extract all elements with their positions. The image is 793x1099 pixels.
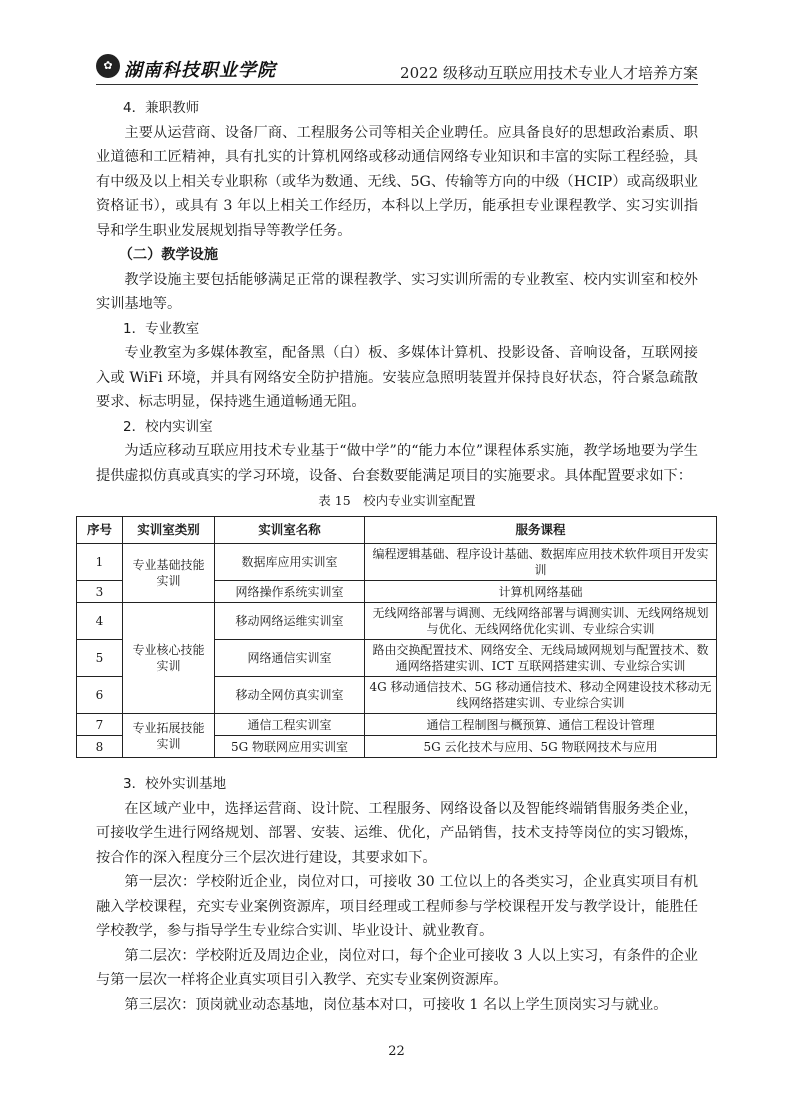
header-cell-category: 实训室类别 xyxy=(123,517,215,544)
cell-lab-name: 网络通信实训室 xyxy=(215,640,365,677)
table-row xyxy=(77,714,717,736)
cell-category: 专业核心技能实训 xyxy=(123,603,215,714)
cell-courses: 路由交换配置技术、网络安全、无线局域网规划与配置技术、数通网络搭建实训、ICT 互联网搭建实训、专业综合实训 xyxy=(365,640,717,677)
table-row xyxy=(77,603,717,640)
cell-courses: 5G 云化技术与应用、5G 物联网技术与应用 xyxy=(365,736,717,758)
heading-classroom: 1．专业教室 xyxy=(123,320,200,337)
cell-no: 3 xyxy=(77,581,123,603)
cell-lab-name: 数据库应用实训室 xyxy=(215,544,365,581)
cell-no: 8 xyxy=(77,736,123,758)
table-header-row xyxy=(77,517,717,544)
cell-courses: 通信工程制图与概预算、通信工程设计管理 xyxy=(365,714,717,736)
paragraph-level-two: 第二层次：学校附近及周边企业，岗位对口，每个企业可接收 3 人以上实习，有条件的企业与第一层次一样将企业真实项目引入教学、充实专业案例资源库。 xyxy=(96,947,698,988)
document-title: 2022 级移动互联应用技术专业人才培养方案 xyxy=(400,64,698,82)
heading-campus-lab: 2．校内实训室 xyxy=(123,418,213,435)
table-row xyxy=(77,544,717,581)
cell-no: 4 xyxy=(77,603,123,640)
cell-courses: 编程逻辑基础、程序设计基础、数据库应用技术软件项目开发实训 xyxy=(365,544,717,581)
cell-category: 专业拓展技能实训 xyxy=(123,714,215,758)
cell-lab-name: 网络操作系统实训室 xyxy=(215,581,365,603)
school-name: 湖南科技职业学院 xyxy=(124,60,276,81)
cell-no: 5 xyxy=(77,640,123,677)
cell-courses: 4G 移动通信技术、5G 移动通信技术、移动全网建设技术移动无线网络搭建实训、专业综合实训 xyxy=(365,677,717,714)
cell-courses: 计算机网络基础 xyxy=(365,581,717,603)
cell-lab-name: 通信工程实训室 xyxy=(215,714,365,736)
cell-lab-name: 移动网络运维实训室 xyxy=(215,603,365,640)
heading-offcampus-base: 3．校外实训基地 xyxy=(123,776,227,792)
paragraph-offcampus-intro: 在区域产业中，选择运营商、设计院、工程服务、网络设备以及智能终端销售服务类企业，可接收学生进行网络规划、部署、安装、运维、优化，产品销售，技术支持等岗位的实习锻炼，按合作的深入程度分三个层次进行建设，其要求如下。 xyxy=(96,800,698,866)
page-number: 22 xyxy=(388,1044,405,1059)
paragraph-level-three: 第三层次：顶岗就业动态基地，岗位基本对口，可接收 1 名以上学生顶岗实习与就业。 xyxy=(124,996,668,1013)
cell-no: 6 xyxy=(77,677,123,714)
heading-part-time-teachers: 4．兼职教师 xyxy=(123,100,200,116)
paragraph-classroom: 专业教室为多媒体教室，配备黑（白）板、多媒体计算机、投影设备、音响设备，互联网接入或 WiFi 环境，并具有网络安全防护措施。安装应急照明装置并保持良好状态，符合紧急疏散要求、标志明显，保持逃生通道畅通无阻。 xyxy=(96,345,698,410)
header-cell-lab-name: 实训室名称 xyxy=(215,517,365,544)
header-divider xyxy=(96,84,698,85)
header-cell-no: 序号 xyxy=(77,517,123,544)
lab-config-table xyxy=(76,516,717,758)
paragraph-campus-lab: 为适应移动互联应用技术专业基于“做中学”的“能力本位”课程体系实施，教学场地要为学生提供虚拟仿真或真实的学习环境，设备、台套数要能满足项目的实施要求。具体配置要求如下： xyxy=(96,443,698,484)
cell-no: 7 xyxy=(77,714,123,736)
page-content xyxy=(86,96,712,1017)
paragraph-level-one: 第一层次：学校附近企业，岗位对口，可接收 30 工位以上的各类实习，企业真实项目有机融入学校课程，充实专业案例资源库，项目经理或工程师参与学校课程开发与教学设计，能胜任学校教学，参与指导学生专业综合实训、毕业设计、就业教育。 xyxy=(96,874,698,939)
cell-lab-name: 移动全网仿真实训室 xyxy=(215,677,365,714)
paragraph-part-time-teachers: 主要从运营商、设备厂商、工程服务公司等相关企业聘任。应具备良好的思想政治素质、职业道德和工匠精神，具有扎实的计算机网络或移动通信网络专业知识和丰富的实际工程经验，具有中级及以上相关专业职称（或华为数通、无线、5G、传输等方向的中级（HCIP）或高级职业资格证书），或具有 3 年以上相关工作经历，本科以上学历，能承担专业课程教学、实习实训指导和学生职业发展规划指导等教学任务。 xyxy=(96,124,698,239)
school-logo-icon: ✿ xyxy=(96,54,120,78)
paragraph-teaching-facilities: 教学设施主要包括能够满足正常的课程教学、实习实训所需的专业教室、校内实训室和校外实训基地等。 xyxy=(96,271,698,312)
table-caption: 表 15 校内专业实训室配置 xyxy=(318,493,476,508)
cell-category: 专业基础技能实训 xyxy=(123,544,215,603)
cell-no: 1 xyxy=(77,544,123,581)
header-cell-courses: 服务课程 xyxy=(365,517,717,544)
page-header xyxy=(96,54,698,88)
cell-lab-name: 5G 物联网应用实训室 xyxy=(215,736,365,758)
heading-teaching-facilities: （二）教学设施 xyxy=(118,247,219,263)
cell-courses: 无线网络部署与调测、无线网络部署与调测实训、无线网络规划与优化、无线网络优化实训、专业综合实训 xyxy=(365,603,717,640)
